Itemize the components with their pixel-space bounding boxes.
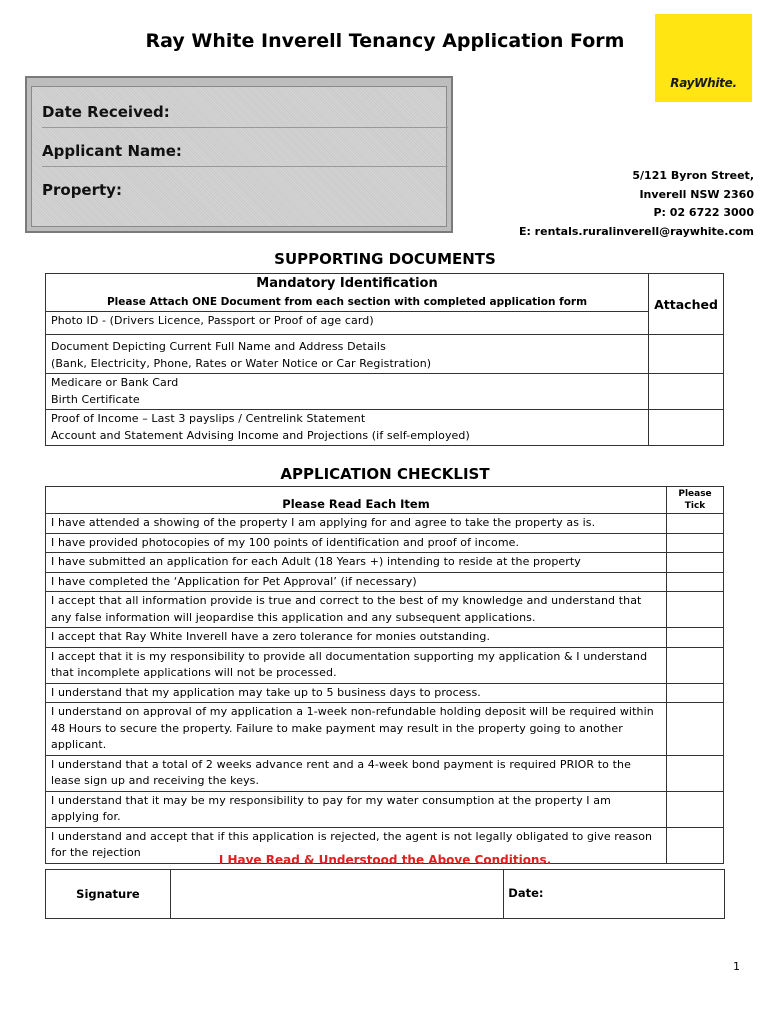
tick-box[interactable] (667, 514, 724, 534)
table-row (46, 410, 724, 446)
table-row (46, 572, 724, 592)
checklist-item (46, 628, 667, 648)
property-label: Property: (42, 181, 122, 199)
attached-checkbox-cell[interactable] (649, 374, 724, 410)
tick-header-line-1: Please (678, 489, 712, 499)
table-row (46, 312, 724, 335)
signature-label: Signature (46, 870, 171, 919)
office-use-box-inner (31, 86, 447, 227)
table-row (46, 647, 724, 683)
application-checklist-title: APPLICATION CHECKLIST (280, 465, 490, 483)
table-header-row (46, 487, 724, 514)
checklist-item-text: I understand that my application may take up to 5 business days to process. (51, 685, 481, 699)
mandatory-id-header (46, 274, 649, 312)
tick-box[interactable] (667, 703, 724, 756)
doc-requirement-text: Proof of Income – Last 3 payslips / Centrelink Statement (51, 412, 366, 425)
checklist-item-text: I have completed the ‘Application for Pet Approval’ (if necessary) (51, 574, 417, 588)
doc-requirement-text: Photo ID - (Drivers Licence, Passport or Proof of age card) (51, 314, 374, 327)
doc-requirement-cell (46, 335, 649, 374)
signature-table (45, 869, 725, 919)
checklist-item-text: I understand that it may be my responsibility to pay for my water consumption at the property I am applying for. (51, 793, 611, 823)
attached-header: Attached (649, 274, 724, 335)
checklist-item (46, 703, 667, 756)
address-line-1: 5/121 Byron Street, (632, 169, 754, 182)
checklist-item-text: I accept that all information provide is true and correct to the best of my knowledge and understand that any false information will jeopardise this application and any subsequent applications. (51, 594, 642, 624)
checklist-item-text: I have attended a showing of the property I am applying for and agree to take the property as is. (51, 516, 596, 529)
divider (42, 127, 448, 128)
doc-requirement-text: Birth Certificate (51, 392, 140, 406)
supporting-documents-title: SUPPORTING DOCUMENTS (274, 250, 496, 268)
table-row (46, 791, 724, 827)
date-field[interactable] (504, 870, 725, 919)
checklist-item (46, 647, 667, 683)
table-row (46, 628, 724, 648)
tick-box[interactable] (667, 592, 724, 628)
doc-requirement-text: Medicare or Bank Card (51, 376, 179, 389)
doc-requirement-text: Account and Statement Advising Income and Projections (if self-employed) (51, 428, 470, 442)
address-line-2: Inverell NSW 2360 (639, 187, 754, 201)
date-label: Date: (508, 886, 544, 900)
checklist-item (46, 683, 667, 703)
tick-header-line-2: Tick (684, 501, 706, 511)
checklist-item (46, 572, 667, 592)
doc-requirement-cell (46, 312, 649, 335)
office-use-box (25, 76, 453, 233)
checklist-item-text: I have submitted an application for each Adult (18 Years +) intending to reside at the property (51, 555, 581, 568)
tick-box[interactable] (667, 755, 724, 791)
checklist-item (46, 755, 667, 791)
tick-box[interactable] (667, 533, 724, 553)
applicant-name-label: Applicant Name: (42, 142, 182, 160)
checklist-item-text: I accept that Ray White Inverell have a zero tolerance for monies outstanding. (51, 630, 491, 643)
tick-box[interactable] (667, 683, 724, 703)
address-email[interactable]: E: rentals.ruralinverell@raywhite.com (518, 224, 754, 238)
please-tick-header (667, 487, 724, 514)
confirmation-statement: I Have Read & Understood the Above Conditions. (218, 853, 552, 867)
table-row (46, 533, 724, 553)
checklist-item-text: I have provided photocopies of my 100 points of identification and proof of income. (51, 535, 520, 549)
table-row (46, 683, 724, 703)
ray-white-logo (655, 14, 752, 102)
table-row (46, 335, 724, 374)
tick-box[interactable] (667, 572, 724, 592)
table-row (46, 514, 724, 534)
page-title: Ray White Inverell Tenancy Application Form (145, 30, 625, 52)
checklist-header: Please Read Each Item (46, 487, 667, 514)
signature-row (46, 870, 725, 919)
doc-requirement-text: Document Depicting Current Full Name and Address Details (51, 340, 386, 353)
mandatory-id-subtitle: Mandatory Identification (256, 276, 438, 291)
checklist-item-text: I understand that a total of 2 weeks advance rent and a 4-week bond payment is required PRIOR to the lease sign up and receiving the keys. (51, 757, 631, 787)
table-row (46, 592, 724, 628)
address-phone: P: 02 6722 3000 (653, 206, 754, 219)
attached-checkbox-cell[interactable] (649, 335, 724, 374)
tick-box[interactable] (667, 553, 724, 573)
doc-requirement-text: (Bank, Electricity, Phone, Rates or Water Notice or Car Registration) (51, 356, 432, 370)
checklist-item-text: I understand and accept that if this application is rejected, the agent is not legally obligated to give reason for the rejection (51, 829, 653, 859)
application-checklist-table (45, 486, 724, 864)
logo-text: RayWhite. (670, 76, 737, 90)
table-row (46, 553, 724, 573)
divider (42, 166, 448, 167)
attached-checkbox-cell[interactable] (649, 410, 724, 446)
checklist-item (46, 533, 667, 553)
office-address (519, 167, 754, 241)
table-row (46, 374, 724, 410)
doc-requirement-cell (46, 410, 649, 446)
checklist-item (46, 514, 667, 534)
attach-instruction: Please Attach ONE Document from each section with completed application form (106, 296, 588, 308)
tick-box[interactable] (667, 628, 724, 648)
tick-box[interactable] (667, 647, 724, 683)
checklist-item (46, 791, 667, 827)
tick-box[interactable] (667, 791, 724, 827)
table-row (46, 755, 724, 791)
doc-requirement-cell (46, 374, 649, 410)
page-number: 1 (733, 960, 740, 973)
checklist-item-text: I understand on approval of my application a 1-week non-refundable holding deposit will be required within 48 Hours to secure the property. Failure to make payment may result in the property going to another applicant. (51, 705, 654, 751)
date-received-label: Date Received: (42, 103, 170, 121)
table-header-row (46, 274, 724, 312)
checklist-item-text: I accept that it is my responsibility to provide all documentation supporting my application & I understand that incomplete applications will not be processed. (51, 649, 648, 679)
table-row (46, 703, 724, 756)
checklist-item (46, 592, 667, 628)
supporting-documents-table (45, 273, 724, 446)
checklist-item (46, 553, 667, 573)
signature-field[interactable] (170, 870, 503, 919)
